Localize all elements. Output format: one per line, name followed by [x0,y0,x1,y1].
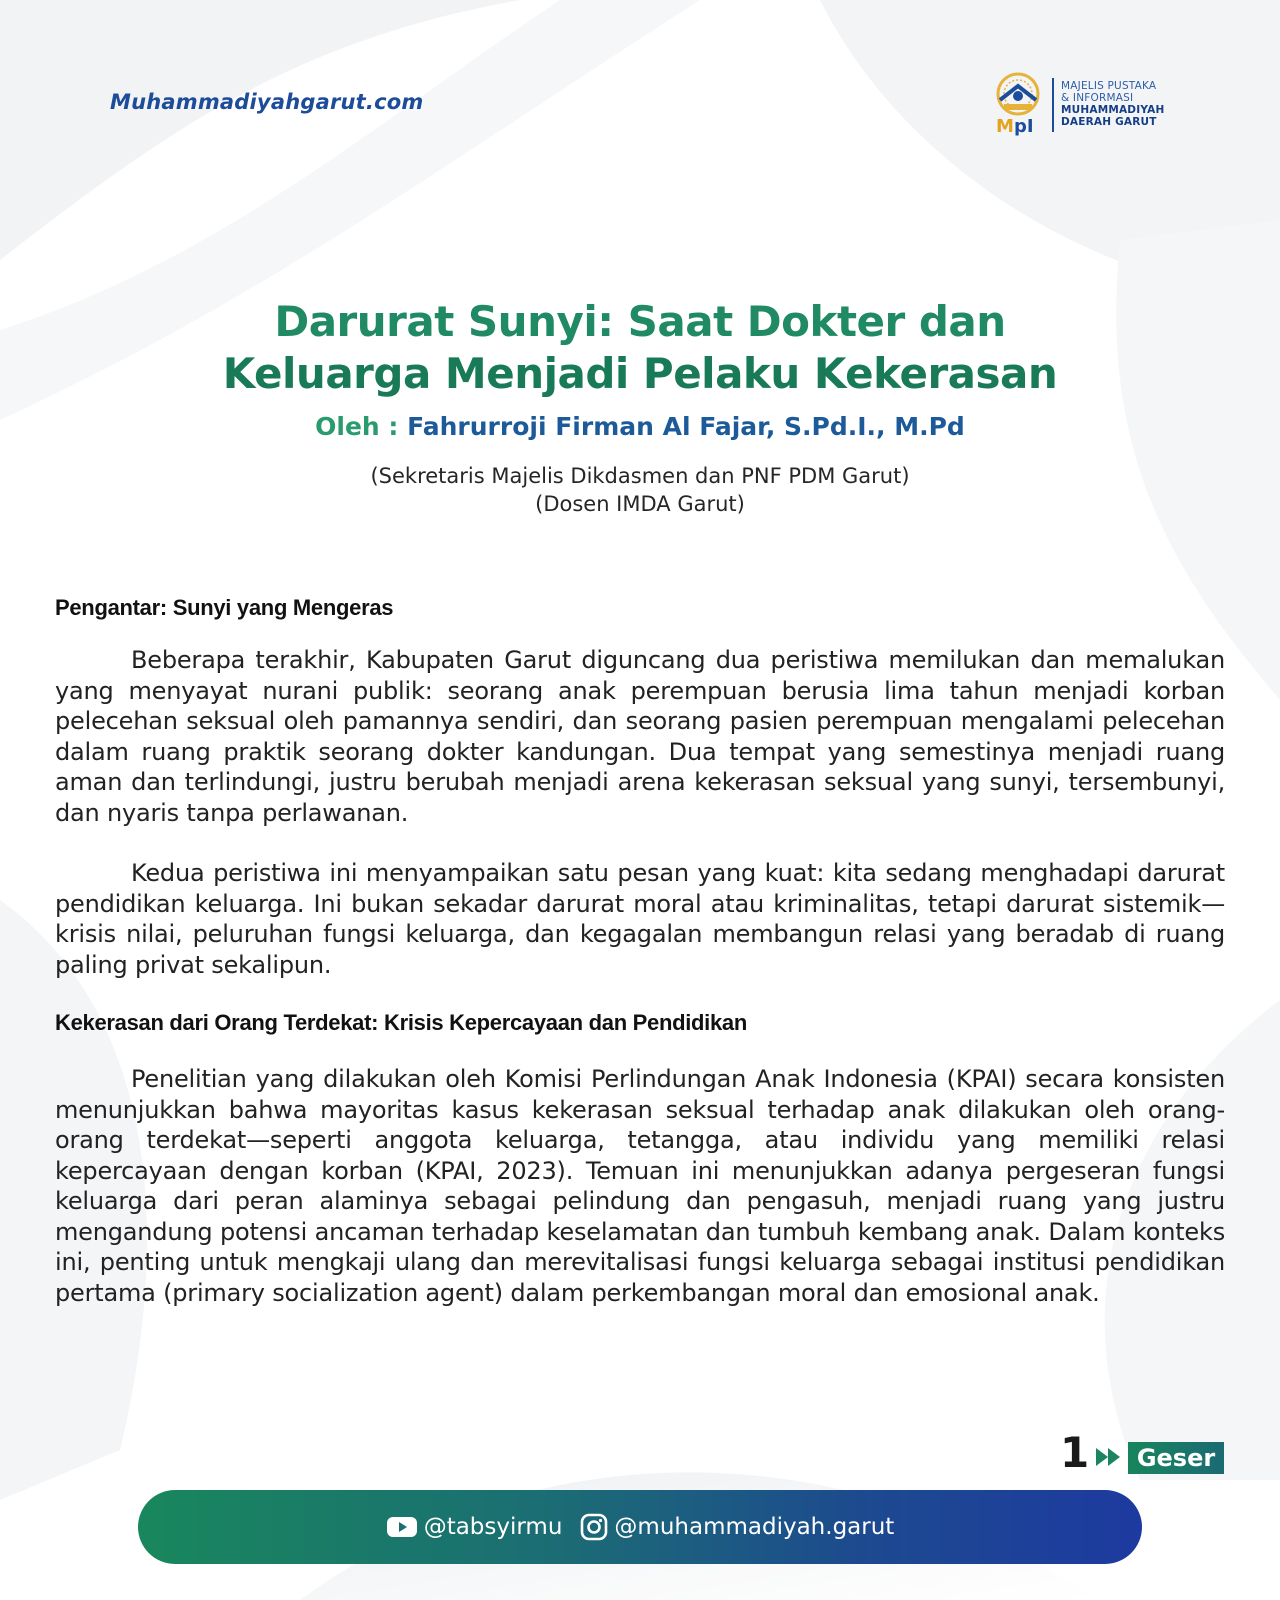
title-line-1: Darurat Sunyi: Saat Dokter dan [274,297,1006,346]
section-heading: Pengantar: Sunyi yang Mengeras [55,595,394,620]
svg-text:pI: pI [1014,116,1034,137]
paragraph: Beberapa terakhir, Kabupaten Garut diguncang dua peristiwa memilukan dan memalukan yang menyayat nurani publik: seorang anak perempuan berusia lima tahun menjadi korban pelecehan seksual oleh pamannya sendiri, dan seorang pasien perempuan mengalami pelecehan dalam ruang praktik seorang dokter kandungan. Dua tempat yang semestinya menjadi ruang aman dan terlindungi, justru berubah menjadi arena kekerasan seksual yang sunyi, tersembunyi, dan nyaris tanpa perlawanan. [55,646,1225,827]
instagram-link[interactable] [580,1513,894,1541]
affiliation-1: (Sekretaris Majelis Dikdasmen dan PNF PDM Garut) [370,464,910,488]
logo-line-1: MAJELIS PUSTAKA [1061,80,1157,92]
author-affiliations [0,462,1280,518]
section-heading: Kekerasan dari Orang Terdekat: Krisis Kepercayaan dan Pendidikan [55,1010,748,1035]
next-page-button[interactable]: Geser [1128,1442,1224,1474]
author-byline [0,412,1280,441]
article-body [55,595,1225,1308]
affiliation-2: (Dosen IMDA Garut) [535,492,745,516]
logo-line-2: & INFORMASI [1061,92,1134,104]
mpi-logo [990,70,1210,142]
social-footer-bar [138,1490,1142,1564]
mpi-emblem-icon [990,70,1046,140]
paragraph: Penelitian yang dilakukan oleh Komisi Perlindungan Anak Indonesia (KPAI) secara konsisten menunjukkan bahwa mayoritas kasus kekerasan seksual terhadap anak dilakukan oleh orang-orang terdekat—seperti anggota keluarga, tetangga, atau individu yang memiliki relasi kepercayaan dengan korban (KPAI, 2023). Temuan ini menunjukkan adanya pergeseran fungsi keluarga dari peran alaminya sebagai pelindung dan pengasuh, menjadi ruang yang justru mengandung potensi ancaman terhadap keselamatan dan tumbuh kembang anak. Dalam konteks ini, penting untuk mengkaji ulang dan merevitalisasi fungsi keluarga sebagai institusi pendidikan pertama (primary socialization agent) dalam perkembangan moral dan emosional anak. [55,1065,1225,1307]
instagram-icon [580,1513,608,1541]
title-line-2: Keluarga Menjadi Pelaku Kekerasan [222,349,1058,398]
mpi-logo-text [1061,80,1164,128]
youtube-link[interactable] [386,1514,563,1540]
author-name: Fahrurroji Firman Al Fajar, S.Pd.I., M.Pd [407,412,965,441]
svg-text:M: M [996,116,1014,137]
double-chevron-right-icon [1094,1446,1130,1468]
youtube-icon [386,1515,418,1539]
instagram-handle: @muhammadiyah.garut [614,1514,895,1540]
site-url[interactable]: Muhammadiyahgarut.com [110,90,424,114]
logo-line-4: DAERAH GARUT [1061,116,1157,128]
logo-line-3: MUHAMMADIYAH [1061,104,1165,116]
paragraph: Kedua peristiwa ini menyampaikan satu pesan yang kuat: kita sedang menghadapi darurat pendidikan keluarga. Ini bukan sekadar darurat moral atau kriminalitas, tetapi darurat sistemik—krisis nilai, peluruhan fungsi keluarga, dan kegagalan membangun relasi yang beradab di ruang paling privat sekalipun. [55,859,1225,979]
youtube-handle: @tabsyirmu [423,1514,563,1540]
page-number: 1 [1060,1428,1090,1477]
author-prefix: Oleh : [315,412,408,441]
logo-divider [1052,78,1054,132]
article-title [0,296,1280,400]
